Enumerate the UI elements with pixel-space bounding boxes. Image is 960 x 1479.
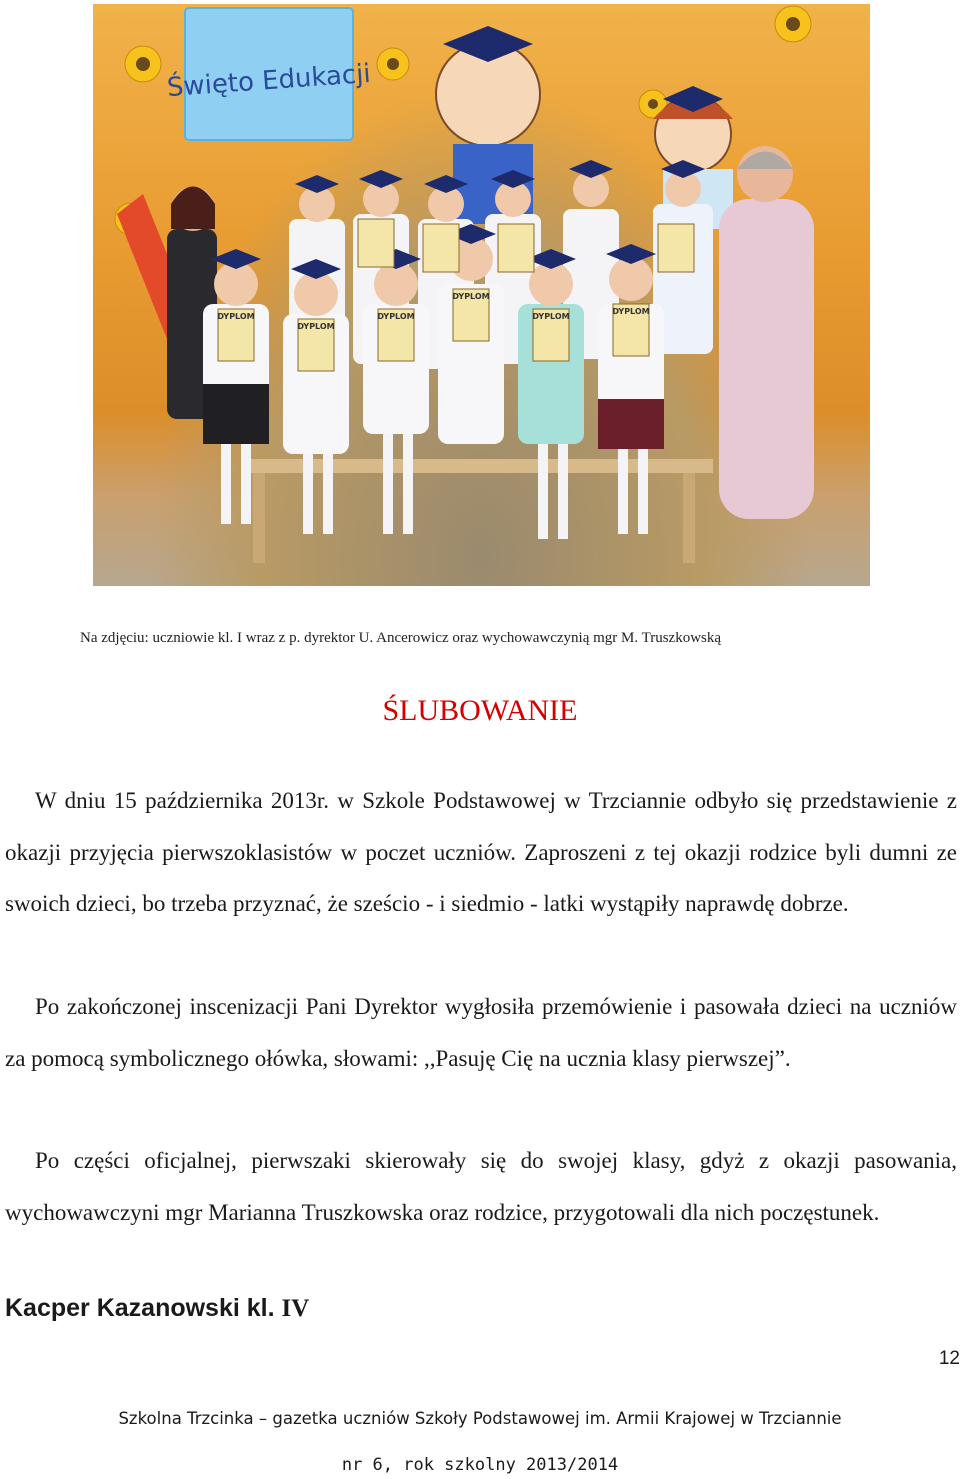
article-heading: ŚLUBOWANIE	[382, 694, 578, 727]
diploma-label: DYPLOM	[612, 307, 650, 316]
article-paragraph-2: Po zakończonej inscenizacji Pani Dyrektor wygłosiła przemówienie i pasowała dzieci na uczniów za pomocą symbolicznego ołówka, słowami: ,,Pasuję Cię na ucznia klasy pierwszej”.	[5, 994, 957, 1071]
footer-issue: nr 6, rok szkolny 2013/2014	[341, 1455, 619, 1475]
diploma-label: DYPLOM	[532, 312, 570, 321]
diploma-label: DYPLOM	[377, 312, 415, 321]
article-paragraph-1: W dniu 15 października 2013r. w Szkole Podstawowej w Trzciannie odbyło się przedstawienie z okazji przyjęcia pierwszoklasistów w poczet uczniów. Zaproszeni z tej okazji rodzice byli dumni ze swoich dzieci, bo trzeba przyznać, że sześcio - i siedmio - latki wystąpiły naprawdę dobrze.	[5, 788, 957, 917]
author-signature	[5, 1294, 309, 1323]
author-name: Kacper Kazanowski kl.	[5, 1294, 275, 1322]
diploma-label: DYPLOM	[217, 312, 255, 321]
diploma-label: DYPLOM	[297, 322, 335, 331]
photo-caption: Na zdjęciu: uczniowie kl. I wraz z p. dyrektor U. Ancerowicz oraz wychowawczynią mgr M. Truszkowską	[80, 630, 722, 646]
class-photo	[93, 4, 870, 586]
page-number: 12	[938, 1348, 960, 1369]
author-class: IV	[281, 1295, 310, 1322]
footer-publication: Szkolna Trzcinka – gazetka uczniów Szkoły Podstawowej im. Armii Krajowej w Trzciannie	[118, 1409, 842, 1428]
diploma-label: DYPLOM	[452, 292, 490, 301]
banner-text: Święto Edukacji	[165, 58, 372, 104]
article-paragraph-3: Po części oficjalnej, pierwszaki skierowały się do swojej klasy, gdyż z okazji pasowania, wychowawczyni mgr Marianna Truszkowska oraz rodzice, przygotowali dla nich poczęstunek.	[5, 1148, 957, 1225]
